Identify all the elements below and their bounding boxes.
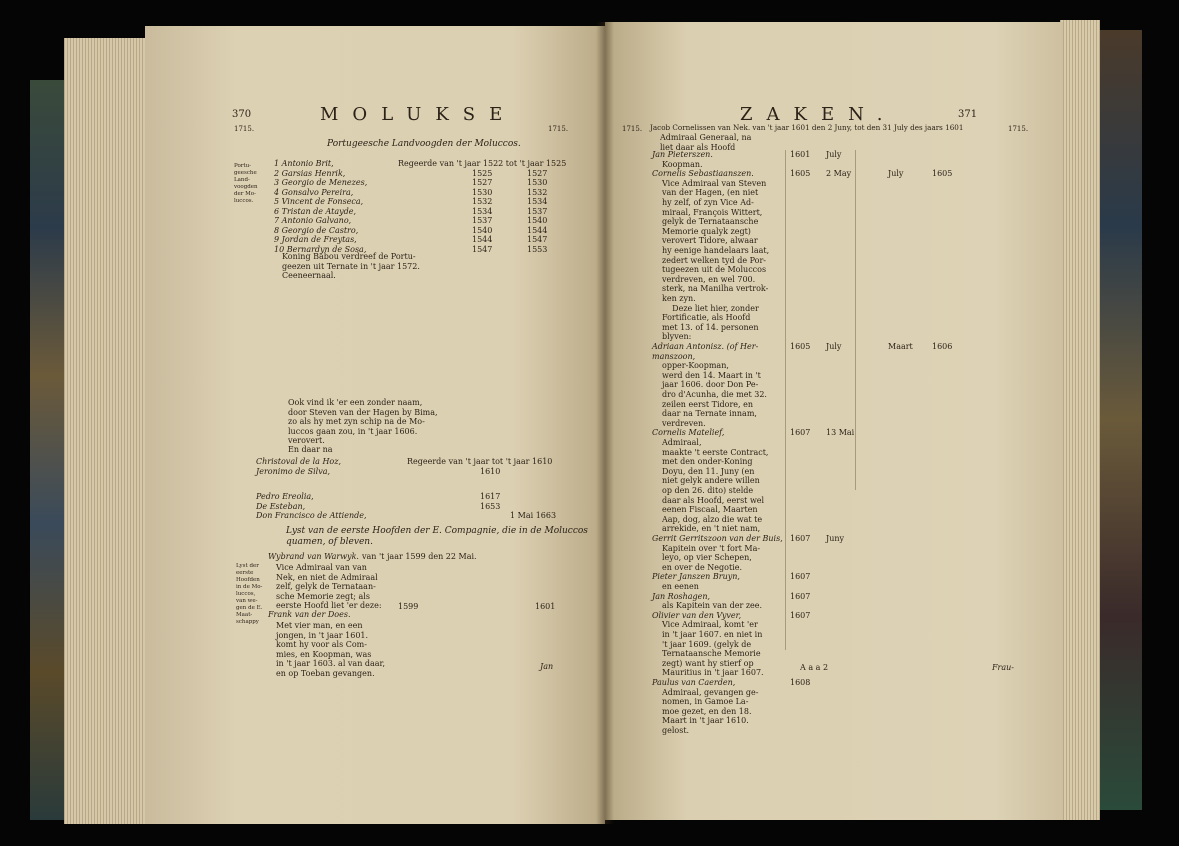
governor-from: 1532 <box>472 197 493 206</box>
governor-to: 1544 <box>527 225 548 235</box>
entry-text: Koopman. <box>662 159 703 169</box>
table2-date: 1 Mai 1663 <box>510 511 557 520</box>
governor-from: 1544 <box>472 235 493 244</box>
first-line-cont: Admiraal Generaal, na liet daar als Hoofd <box>660 133 752 152</box>
governor-name: 4 Gonsalvo Pereira, <box>274 187 354 197</box>
governor-name: 5 Vincent de Fonseca, <box>274 197 364 206</box>
entry-name: Cornelis Sebastiaanszen. <box>652 169 754 179</box>
entry-c1: 1601 <box>790 150 811 159</box>
entry-c3: July <box>888 169 904 179</box>
entry-c1: 1605 <box>790 169 811 179</box>
entry-text: Kapitein over 't fort Ma- leyo, op vier Schepen, en over de Negotie. <box>662 543 761 572</box>
entry-name: Olivier van den Vyver, <box>652 610 742 620</box>
left-running-head: MOLUKSE <box>320 104 517 125</box>
governor-from: 1530 <box>472 187 493 197</box>
left-catchword: Jan <box>540 662 554 671</box>
table2-year: 1610 <box>480 467 501 476</box>
right-year-right: 1715. <box>1008 125 1029 133</box>
entry-c2: July <box>826 342 842 351</box>
entry-c3: Maart <box>888 342 913 351</box>
en-daar-na: En daar na <box>288 445 333 454</box>
governors-table-header: Regeerde van 't jaar 1522 tot 't jaar 1525 <box>398 159 567 168</box>
left-year-right: 1715. <box>548 125 569 133</box>
governor-to: 1537 <box>527 206 548 216</box>
entry-name: Jan Roshagen, <box>652 591 711 601</box>
column-rule-1 <box>785 150 786 650</box>
right-year-left: 1715. <box>622 125 643 133</box>
margin-note-list: Lyst der eerste Hoofden in de Mo- luccos, van we- gen de E. Maat- schappy <box>236 563 263 625</box>
entry-c1: 1607 <box>790 591 811 601</box>
governor-from: 1527 <box>472 178 493 187</box>
entry-c2: July <box>826 150 842 159</box>
governor-to: 1553 <box>527 244 548 254</box>
governor-from: 1540 <box>472 225 493 235</box>
entry-c1: 1607 <box>790 610 811 620</box>
book-gutter <box>596 22 614 824</box>
governor-to: 1527 <box>527 168 548 178</box>
entry1-name: Wybrand van Warwyk. <box>268 552 359 561</box>
entry-text: Vice Admiraal van Steven van der Hagen, (en niet hy zelf, of zyn Vice Ad- miraal, François Wittert, gelyk de Ternataansche Memorie qualyk zegt) verovert Tidore, alwaar hy eenige handelaars laat, zedert welken tyd de Por- tugeezen uit de Moluccos verdreven, en wel 700. sterk, na Manilha vertrok- ken zyn. Deze liet hier, zonder Fortificatie, als Hoofd met 13. of 14. personen blyven: <box>662 178 770 342</box>
right-running-head: ZAKEN. <box>740 104 897 125</box>
entry-name: Pieter Janszen Bruyn, <box>652 572 740 582</box>
governor-name: 8 Georgio de Castro, <box>274 225 359 235</box>
table2-header: Regeerde van 't jaar tot 't jaar 1610 <box>407 457 553 466</box>
governor-to: 1540 <box>527 216 548 225</box>
table2-year: 1617 <box>480 492 501 501</box>
table2-name: Christoval de la Hoz, <box>256 457 342 466</box>
governor-name: 10 Bernardyn de Sosa, <box>274 244 367 254</box>
page-edges-right <box>1060 20 1100 820</box>
right-page-number: 371 <box>958 109 978 120</box>
governor-name: 9 Jordan de Freytas, <box>274 235 357 244</box>
entry1-date: van 't jaar 1599 den 22 Mai. <box>362 552 477 561</box>
entry-c1: 1607 <box>790 428 811 438</box>
governor-name: 1 Antonio Brit, <box>274 159 334 168</box>
entry-name: Cornelis Matelief, <box>652 428 725 438</box>
entry-text: als Kapitein van der zee. <box>662 601 763 611</box>
entry-text: Admiraal, maakte 't eerste Contract, met den onder-Koning Doyu, den 11. Juny (en niet gelyk andere willen op den 26. dito) stelde daar als Hoofd, eerst wel eenen Fiscaal, Maarten Aap, dog, alzo die wat te arrekide, en 't niet nam, <box>662 438 769 534</box>
column-rule-2 <box>855 150 856 490</box>
governor-from: 1525 <box>472 168 493 178</box>
governor-to: 1547 <box>527 235 548 244</box>
marbled-board-right <box>1098 30 1142 810</box>
entry-c1: 1607 <box>790 572 811 582</box>
entry-c4: 1606 <box>932 342 953 351</box>
entry2-to: 1601 <box>535 602 556 611</box>
section-title: Portugeesche Landvoogden der Moluccos. <box>327 139 521 149</box>
entry2-from: 1599 <box>398 602 419 611</box>
governor-to: 1530 <box>527 178 548 187</box>
entry2-text: Met vier man, en een jongen, in 't jaar 1601. komt hy voor als Com- mies, en Koopman, was in 't jaar 1603. al van daar, en op Toeban gevangen. <box>276 621 386 678</box>
left-year-left: 1715. <box>234 125 255 133</box>
entry-c1: 1605 <box>790 342 811 351</box>
governor-to: 1534 <box>527 197 548 206</box>
entry-name: Paulus van Caerden, <box>652 678 736 687</box>
koning-note: Koning Babou verdreef de Portu- geezen uit Ternate in 't jaar 1572. Ceeneernaal. <box>282 252 420 281</box>
governor-name: 7 Antonio Galvano, <box>274 216 352 225</box>
ook-paragraph: Ook vind ik 'er een zonder naam, door Steven van der Hagen by Bima, zo als hy met zyn schip na de Mo- luccos gaan zou, in 't jaar 1606. verovert. <box>288 398 438 446</box>
entry-c1: 1608 <box>790 678 811 687</box>
table2-year: 1653 <box>480 502 501 511</box>
entry1-text: Vice Admiraal van van Nek, en niet de Admiraal zelf, gelyk de Ternataan- sche Memorie zegt; als eerste Hoofd liet 'er deze: <box>276 563 382 611</box>
list-title: Lyst van de eerste Hoofden der E. Compagnie, die in de Moluccos quamen, of bleven. <box>286 526 588 547</box>
entry-c1: 1607 <box>790 534 811 543</box>
governor-name: 6 Tristan de Atayde, <box>274 206 357 216</box>
governor-name: 2 Garsias Henrik, <box>274 168 346 178</box>
right-catchword: Frau- <box>992 663 1014 672</box>
entry-text: opper-Koopman, werd den 14. Maart in 't jaar 1606. door Don Pe- dro d'Acunha, die met 32. zeilen eerst Tidore, en daar na Ternate innam, verdreven. <box>662 361 767 428</box>
entry-name: Adriaan Antonisz. (of Her- manszoon, <box>652 342 759 361</box>
governor-from: 1534 <box>472 206 493 216</box>
entry-name: Jan Pieterszen. <box>652 150 713 159</box>
table2-name: Jeronimo de Silva, <box>256 467 331 476</box>
governor-from: 1537 <box>472 216 493 225</box>
governor-from: 1547 <box>472 244 493 254</box>
entry-text: Admiraal, gevangen ge- nomen, in Gamoe La- moe gezet, en den 18. Maart in 't jaar 1610. gelost. <box>662 687 759 735</box>
left-page-number: 370 <box>232 109 252 120</box>
entry-c2: 13 Mai <box>826 428 855 438</box>
entry2-name: Frank van der Does. <box>268 610 351 619</box>
signature-mark: A a a 2 <box>800 663 829 672</box>
page-edges-left <box>64 38 146 824</box>
margin-note-governors: Portu- geesche Land- voogden der Mo- luccos. <box>234 163 258 204</box>
first-line: Jacob Cornelissen van Nek. van 't jaar 1601 den 2 Juny, tot den 31 July des jaars 1601 <box>650 123 964 132</box>
governor-name: 3 Georgio de Menezes, <box>274 178 368 187</box>
table2-name: Don Francisco de Attiende, <box>256 511 367 520</box>
entry-text: Vice Admiraal, komt 'er in 't jaar 1607. en niet in 't jaar 1609. (gelyk de Ternataansche Memorie zegt) want hy stierf op Mauritius in 't jaar 1607. <box>662 620 764 678</box>
entry-c2: Juny <box>826 534 845 543</box>
governor-to: 1532 <box>527 187 548 197</box>
entry-c2: 2 May <box>826 169 852 179</box>
entry-name: Gerrit Gerritszoon van der Buis, <box>652 534 783 543</box>
table2-name: Pedro Ereolia, <box>256 492 314 501</box>
entry-c4: 1605 <box>932 169 953 179</box>
entry-text: en eenen <box>662 582 699 591</box>
table2-name: De Esteban, <box>256 502 306 511</box>
